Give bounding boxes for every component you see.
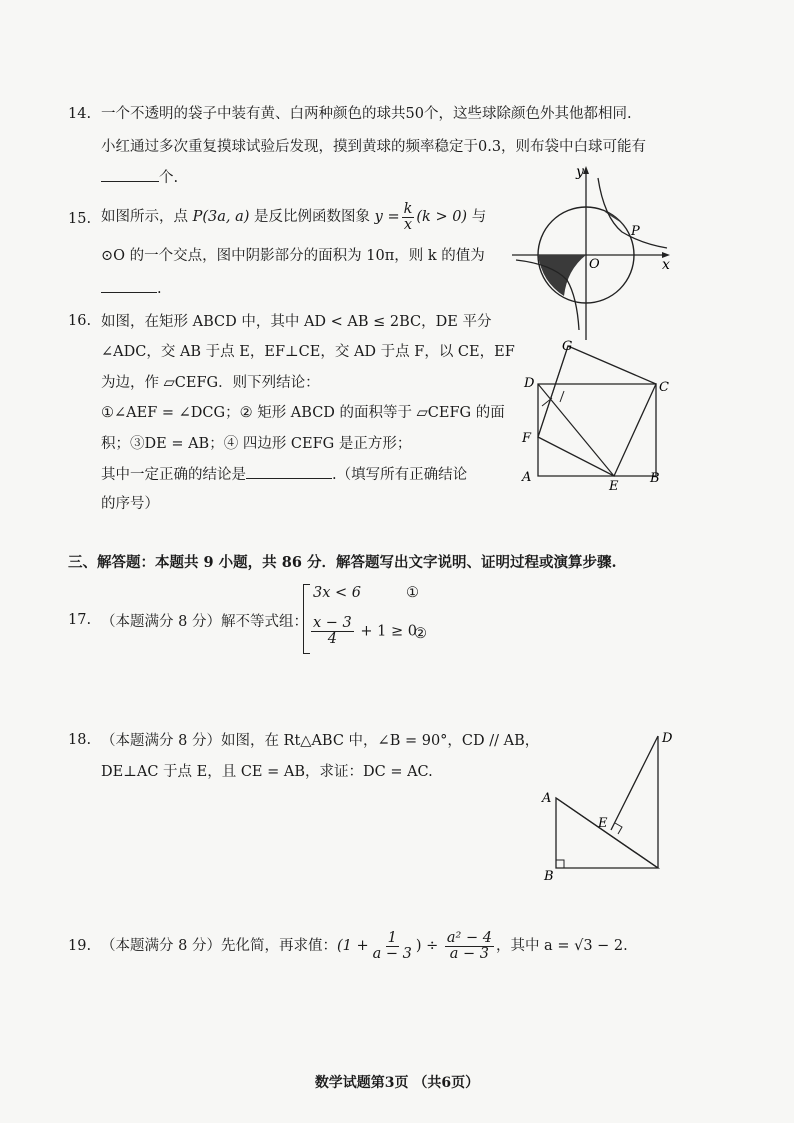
page-footer: 数学试题第3页 （共6页） (314, 1075, 480, 1091)
label-d: D (662, 731, 673, 746)
q17-ineq2: $\frac{x - 3}{4}$ + 1 ≥ 0 (313, 615, 417, 647)
q16-number: 16. (68, 313, 92, 329)
section-3-heading: 三、解答题：本题共 9 小题，共 86 分．解答题写出文字说明、证明过程或演算步骤. (68, 554, 617, 571)
q16-line3: 为边，作 ▱CEFG．则下列结论： (101, 375, 320, 391)
mark-1 (542, 398, 552, 406)
label-g: G (562, 339, 573, 354)
label-o: O (589, 257, 600, 272)
right-angle-mark-e (615, 823, 622, 834)
segment-de (611, 736, 658, 830)
q14-line2: 小红通过多次重复摸球试验后发现，摸到黄球的频率稳定于0.3，则布袋中白球可能有 (101, 139, 647, 155)
q15-line3: . (101, 278, 162, 299)
label-a: A (522, 470, 532, 485)
right-angle-mark-b (556, 860, 564, 868)
segment-de (538, 384, 614, 476)
label-e: E (609, 479, 619, 494)
figure-18 (536, 726, 676, 886)
label-c: C (659, 380, 669, 395)
label-d: D (524, 376, 535, 391)
q15-line2: ⊙O 的一个交点，图中阴影部分的面积为 10π，则 k 的值为 (101, 248, 485, 264)
q16-line2: ∠ADC，交 AB 于点 E，EF⊥CE，交 AD 于点 F，以 CE，EF (101, 344, 515, 360)
label-a: A (542, 791, 552, 806)
q16-line6: 其中一定正确的结论是 .（填写所有正确结论 (101, 464, 467, 485)
q14-line3: 个. (101, 167, 178, 188)
q18-line2: DE⊥AC 于点 E，且 CE = AB，求证：DC = AC. (101, 764, 433, 780)
q14-number: 14. (68, 106, 92, 122)
q17-number: 17. (68, 612, 92, 628)
q18-number: 18. (68, 732, 92, 748)
q15-line1: 如图所示，点 P(3a, a) 是反比例函数图象 y = $\frac{k}{x}$ (k > 0) 与 (101, 200, 487, 233)
q18-line1: （本题满分 8 分）如图，在 Rt△ABC 中，∠B = 90°，CD // AB， (101, 733, 540, 749)
q17-ineq1: 3x < 6 (313, 585, 361, 601)
segment-ac (556, 798, 658, 868)
q17-text: （本题满分 8 分）解不等式组： (101, 614, 308, 630)
answer-blank[interactable] (101, 167, 159, 182)
q15-number: 15. (68, 211, 92, 227)
label-e: E (598, 816, 608, 831)
mark-2 (560, 391, 564, 402)
q19-text: （本题满分 8 分）先化简，再求值：(1 + $\frac{1}{a - 3}$ ) ÷ $\frac{\text{a² − 4}}{a - 3}$ ，其中 a = √3 − 2. (101, 929, 628, 962)
figure-16 (516, 336, 676, 496)
label-b: B (544, 869, 554, 884)
label-f: F (522, 431, 532, 446)
label-y: y (576, 164, 584, 180)
q16-line7: 的序号） (101, 496, 159, 512)
parallelogram-cefg (538, 346, 656, 476)
label-b: B (650, 471, 660, 486)
q17-mark2: ② (414, 626, 427, 642)
q19-number: 19. (68, 938, 92, 954)
q16-line4: ①∠AEF = ∠DCG；② 矩形 ABCD 的面积等于 ▱CEFG 的面 (101, 405, 505, 421)
label-p: P (631, 224, 640, 239)
q14-line1: 一个不透明的袋子中装有黄、白两种颜色的球共50个，这些球除颜色外其他都相同. (101, 106, 632, 122)
q16-line5: 积；③DE = AB；④ 四边形 CEFG 是正方形； (101, 436, 412, 452)
figure-15 (512, 162, 672, 342)
rectangle-abcd (538, 384, 656, 476)
label-x: x (662, 257, 670, 273)
answer-blank[interactable] (246, 464, 332, 479)
answer-blank[interactable] (101, 278, 157, 293)
q16-line1: 如图，在矩形 ABCD 中，其中 AD < AB ≤ 2BC，DE 平分 (101, 314, 492, 330)
q17-mark1: ① (406, 585, 419, 601)
